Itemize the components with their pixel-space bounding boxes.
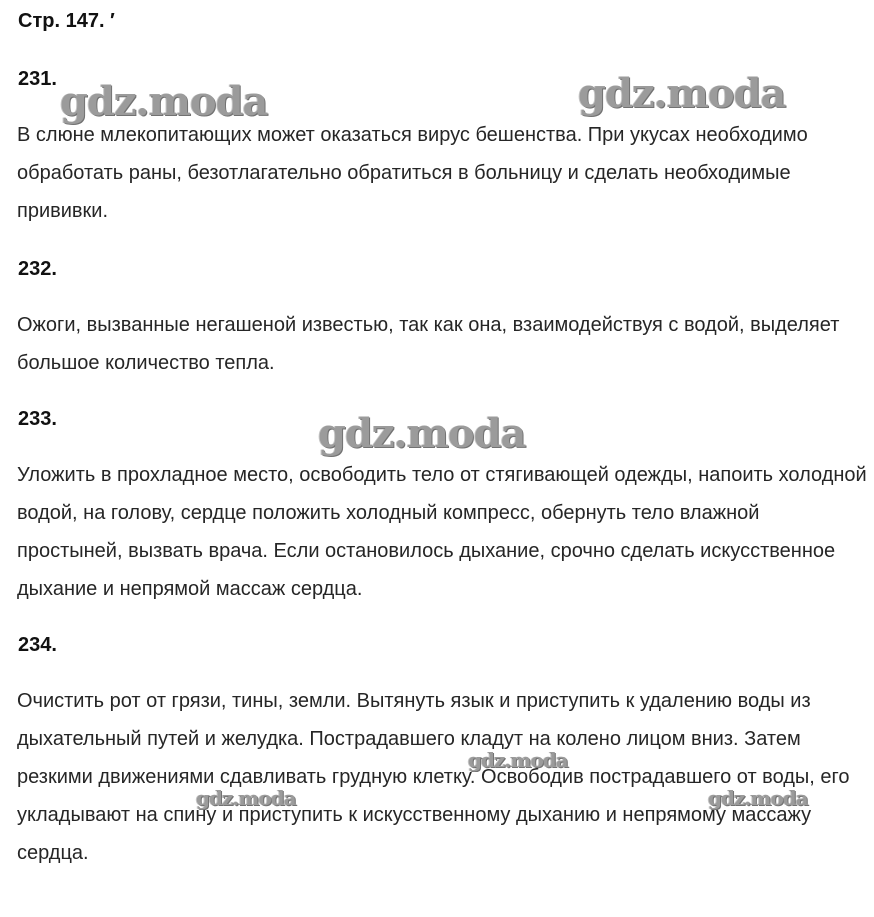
watermark-logo: gdz.moda <box>196 786 296 810</box>
watermark-logo: gdz.moda <box>468 748 568 772</box>
task-number: 231. <box>18 68 57 90</box>
watermark-logo: gdz.moda <box>318 410 526 457</box>
page-title: Стр. 147. ′ <box>18 10 115 32</box>
watermark-logo: gdz.moda <box>60 78 268 125</box>
task-number: 232. <box>18 258 57 280</box>
task-text: Ожоги, вызванные негашеной известью, так как она, взаимодействуя с водой, выделяет большое количество тепла. <box>17 314 840 374</box>
task-text: Уложить в прохладное место, освободить тело от стягивающей одежды, напоить холодной водой, на голову, сердце положить холодный компресс, обернуть тело влажной простыней, вызвать врача. Если остановилось дыхание, срочно сделать искусственное дыхание и непрямой массаж сердца. <box>17 464 867 600</box>
task-text: Очистить рот от грязи, тины, земли. Вытянуть язык и приступить к удалению воды из дыхательный путей и желудка. Пострадавшего кладут на колено лицом вниз. Затем резкими движениями сдавливать грудную клетку. Освободив пострадавшего от воды, его укладывают на спину и приступить к искусственному дыханию и непрямому массажу сердца. <box>17 690 850 864</box>
task-text: В слюне млекопитающих может оказаться вирус бешенства. При укусах необходимо обработать раны, безотлагательно обратиться в больницу и сделать необходимые прививки. <box>17 124 808 222</box>
task-number: 234. <box>18 634 57 656</box>
task-number: 233. <box>18 408 57 430</box>
watermark-logo: gdz.moda <box>708 786 808 810</box>
watermark-logo: gdz.moda <box>578 70 786 117</box>
